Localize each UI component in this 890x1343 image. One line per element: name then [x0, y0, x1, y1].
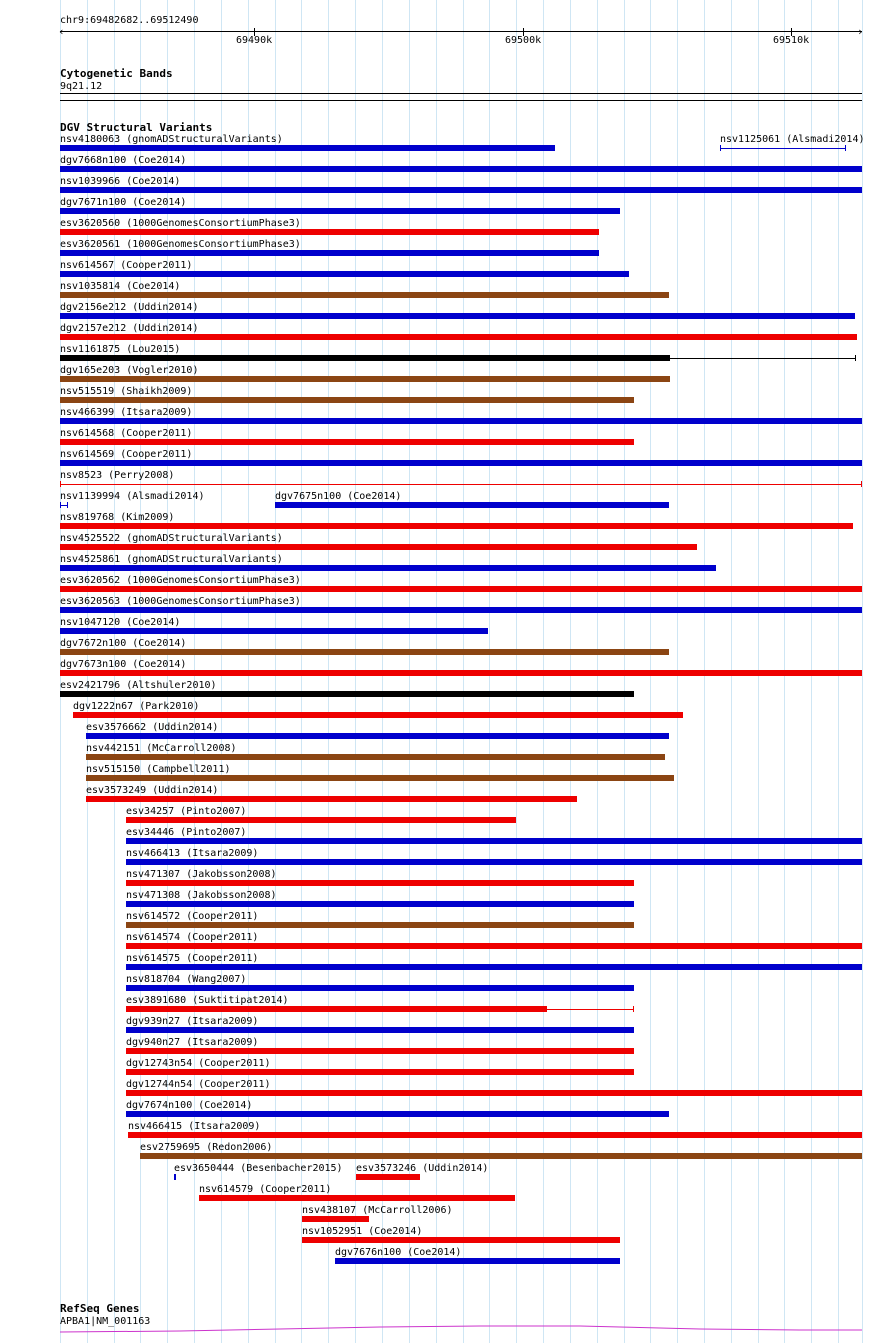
- track-separator: [60, 100, 862, 101]
- feature-label: esv2759695 (Redon2006): [140, 1142, 273, 1153]
- feature-bar[interactable]: [60, 229, 599, 235]
- feature-connector[interactable]: [547, 1009, 634, 1010]
- feature-bar[interactable]: [140, 1153, 862, 1159]
- gene-line[interactable]: [60, 1326, 862, 1332]
- feature-label: nsv8523 (Perry2008): [60, 470, 175, 481]
- feature-bar[interactable]: [60, 166, 862, 172]
- feature-bar[interactable]: [60, 145, 555, 151]
- feature-label: esv3573246 (Uddin2014): [356, 1163, 489, 1174]
- feature-label: nsv1047120 (Coe2014): [60, 617, 181, 628]
- feature-label: esv3620562 (1000GenomesConsortiumPhase3): [60, 575, 301, 586]
- feature-bar[interactable]: [126, 1111, 669, 1117]
- feature-label: nsv471308 (Jakobsson2008): [126, 890, 277, 901]
- grid-line: [862, 0, 863, 1343]
- feature-label: nsv515150 (Campbell2011): [86, 764, 231, 775]
- feature-bar[interactable]: [60, 607, 862, 613]
- feature-bar[interactable]: [126, 859, 862, 865]
- feature-label: nsv471307 (Jakobsson2008): [126, 869, 277, 880]
- feature-bar[interactable]: [126, 1027, 634, 1033]
- feature-end-cap: [60, 481, 61, 487]
- feature-label: esv3650444 (Besenbacher2015): [174, 1163, 343, 1174]
- feature-bar[interactable]: [126, 922, 634, 928]
- cytoband-track-title[interactable]: Cytogenetic Bands: [60, 67, 173, 80]
- feature-bar[interactable]: [60, 670, 862, 676]
- feature-label: esv34446 (Pinto2007): [126, 827, 247, 838]
- feature-bar[interactable]: [60, 271, 629, 277]
- feature-bar[interactable]: [60, 586, 862, 592]
- feature-label: nsv4180063 (gnomADStructuralVariants): [60, 134, 283, 145]
- feature-bar[interactable]: [275, 502, 669, 508]
- feature-label: dgv12743n54 (Cooper2011): [126, 1058, 271, 1069]
- feature-bar[interactable]: [126, 1069, 634, 1075]
- feature-bar[interactable]: [128, 1132, 862, 1138]
- feature-label: dgv939n27 (Itsara2009): [126, 1016, 259, 1027]
- feature-label: esv3573249 (Uddin2014): [86, 785, 219, 796]
- feature-label: dgv7674n100 (Coe2014): [126, 1100, 253, 1111]
- feature-bar[interactable]: [60, 313, 855, 319]
- feature-bar[interactable]: [126, 1006, 547, 1012]
- feature-label: nsv4525522 (gnomADStructuralVariants): [60, 533, 283, 544]
- feature-label: esv2421796 (Altshuler2010): [60, 680, 217, 691]
- feature-label: esv3620561 (1000GenomesConsortiumPhase3): [60, 239, 301, 250]
- feature-bar[interactable]: [60, 418, 862, 424]
- ruler-left-arrow-icon: ‹: [58, 25, 65, 38]
- cytoband-label: 9q21.12: [60, 81, 103, 92]
- feature-connector[interactable]: [670, 358, 856, 359]
- feature-label: dgv7673n100 (Coe2014): [60, 659, 187, 670]
- feature-bar[interactable]: [60, 649, 669, 655]
- feature-bar[interactable]: [335, 1258, 620, 1264]
- feature-label: dgv7675n100 (Coe2014): [275, 491, 402, 502]
- feature-bar[interactable]: [720, 148, 846, 149]
- ruler-tick-label: 69510k: [773, 35, 810, 46]
- feature-label: nsv1125061 (Alsmadi2014): [720, 134, 865, 145]
- feature-bar[interactable]: [60, 250, 599, 256]
- location-label: chr9:69482682..69512490: [60, 15, 199, 26]
- feature-label: dgv7672n100 (Coe2014): [60, 638, 187, 649]
- feature-label: nsv614579 (Cooper2011): [199, 1184, 332, 1195]
- feature-label: nsv442151 (McCarroll2008): [86, 743, 237, 754]
- refseq-gene-model[interactable]: [0, 1322, 890, 1336]
- ruler-right-arrow-icon: ›: [857, 25, 864, 38]
- refseq-gene-label: APBA1|NM_001163: [60, 1316, 151, 1327]
- feature-bar[interactable]: [126, 838, 862, 844]
- feature-bar[interactable]: [126, 964, 862, 970]
- feature-label: dgv165e203 (Vogler2010): [60, 365, 199, 376]
- ruler-axis: [60, 31, 862, 32]
- feature-bar[interactable]: [126, 1048, 634, 1054]
- feature-label: dgv940n27 (Itsara2009): [126, 1037, 259, 1048]
- feature-bar[interactable]: [60, 565, 716, 571]
- feature-bar[interactable]: [60, 292, 669, 298]
- ruler-tick-label: 69500k: [505, 35, 542, 46]
- feature-bar[interactable]: [86, 775, 674, 781]
- feature-bar[interactable]: [126, 817, 516, 823]
- feature-label: nsv614568 (Cooper2011): [60, 428, 193, 439]
- feature-label: nsv1039966 (Coe2014): [60, 176, 181, 187]
- feature-end-cap: [855, 355, 856, 361]
- feature-bar[interactable]: [174, 1174, 176, 1180]
- feature-bar[interactable]: [60, 460, 862, 466]
- feature-label: nsv4525861 (gnomADStructuralVariants): [60, 554, 283, 565]
- feature-label: nsv1139994 (Alsmadi2014): [60, 491, 205, 502]
- feature-label: nsv1052951 (Coe2014): [302, 1226, 423, 1237]
- feature-label: dgv7676n100 (Coe2014): [335, 1247, 462, 1258]
- feature-label: nsv614569 (Cooper2011): [60, 449, 193, 460]
- feature-bar[interactable]: [86, 733, 669, 739]
- feature-bar[interactable]: [60, 208, 620, 214]
- feature-bar[interactable]: [126, 901, 634, 907]
- feature-bar[interactable]: [60, 523, 853, 529]
- feature-label: dgv2156e212 (Uddin2014): [60, 302, 199, 313]
- feature-bar[interactable]: [126, 943, 862, 949]
- feature-label: esv34257 (Pinto2007): [126, 806, 247, 817]
- feature-label: dgv7671n100 (Coe2014): [60, 197, 187, 208]
- feature-label: dgv2157e212 (Uddin2014): [60, 323, 199, 334]
- feature-end-cap: [720, 145, 721, 151]
- feature-label: nsv466413 (Itsara2009): [126, 848, 259, 859]
- feature-bar[interactable]: [73, 712, 683, 718]
- feature-bar[interactable]: [126, 985, 634, 991]
- feature-label: nsv1035814 (Coe2014): [60, 281, 181, 292]
- feature-end-cap: [845, 145, 846, 151]
- feature-bar[interactable]: [86, 754, 665, 760]
- feature-label: dgv7668n100 (Coe2014): [60, 155, 187, 166]
- feature-bar[interactable]: [302, 1237, 620, 1243]
- feature-bar[interactable]: [199, 1195, 515, 1201]
- feature-bar[interactable]: [60, 397, 634, 403]
- feature-label: nsv1161875 (Lou2015): [60, 344, 181, 355]
- feature-bar[interactable]: [126, 1090, 862, 1096]
- refseq-track-title[interactable]: RefSeq Genes: [60, 1302, 140, 1315]
- feature-bar[interactable]: [60, 355, 670, 361]
- feature-bar[interactable]: [60, 691, 634, 697]
- feature-bar[interactable]: [86, 796, 577, 802]
- feature-end-cap: [67, 502, 68, 508]
- ruler-tick-label: 69490k: [236, 35, 273, 46]
- feature-label: nsv818704 (Wang2007): [126, 974, 247, 985]
- feature-bar[interactable]: [60, 376, 670, 382]
- feature-label: nsv614575 (Cooper2011): [126, 953, 259, 964]
- feature-label: nsv614574 (Cooper2011): [126, 932, 259, 943]
- feature-label: esv3576662 (Uddin2014): [86, 722, 219, 733]
- feature-bar[interactable]: [60, 439, 634, 445]
- feature-label: nsv614567 (Cooper2011): [60, 260, 193, 271]
- feature-label: nsv819768 (Kim2009): [60, 512, 175, 523]
- feature-bar[interactable]: [60, 628, 488, 634]
- feature-label: esv3620560 (1000GenomesConsortiumPhase3): [60, 218, 301, 229]
- feature-label: esv3620563 (1000GenomesConsortiumPhase3): [60, 596, 301, 607]
- feature-end-cap: [861, 481, 862, 487]
- feature-end-cap: [633, 1006, 634, 1012]
- feature-bar[interactable]: [60, 544, 697, 550]
- feature-bar[interactable]: [126, 880, 634, 886]
- cytoband-bar[interactable]: [60, 93, 862, 94]
- feature-end-cap: [60, 502, 61, 508]
- feature-label: nsv466415 (Itsara2009): [128, 1121, 261, 1132]
- feature-bar[interactable]: [302, 1216, 369, 1222]
- feature-bar[interactable]: [60, 187, 862, 193]
- feature-bar[interactable]: [60, 484, 862, 485]
- feature-label: nsv466399 (Itsara2009): [60, 407, 193, 418]
- feature-label: nsv515519 (Shaikh2009): [60, 386, 193, 397]
- dgv-track-title[interactable]: DGV Structural Variants: [60, 121, 213, 134]
- feature-bar[interactable]: [356, 1174, 420, 1180]
- feature-label: nsv438107 (McCarroll2006): [302, 1205, 453, 1216]
- feature-label: esv3891680 (Suktitipat2014): [126, 995, 289, 1006]
- feature-label: nsv614572 (Cooper2011): [126, 911, 259, 922]
- feature-bar[interactable]: [60, 334, 857, 340]
- feature-label: dgv12744n54 (Cooper2011): [126, 1079, 271, 1090]
- feature-label: dgv1222n67 (Park2010): [73, 701, 200, 712]
